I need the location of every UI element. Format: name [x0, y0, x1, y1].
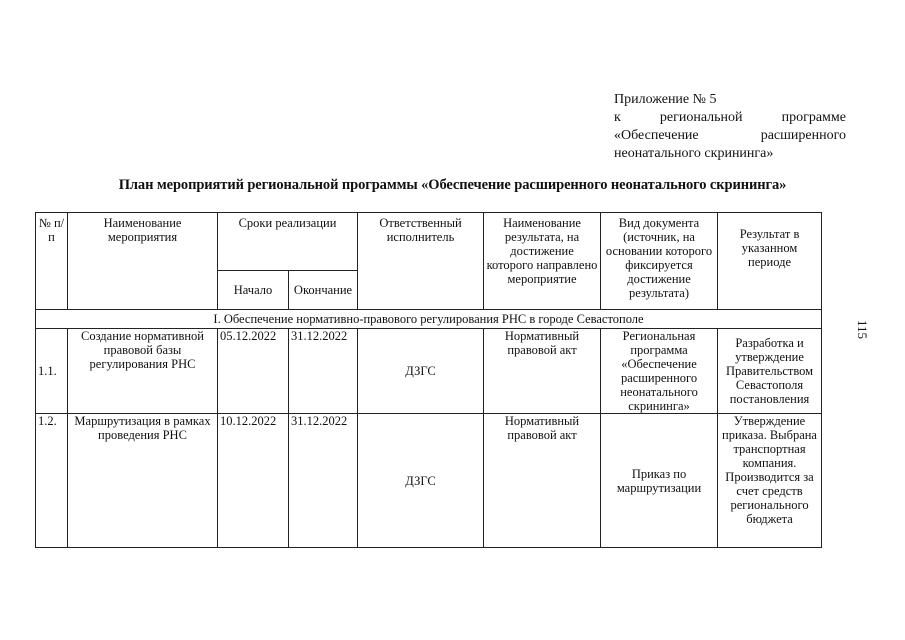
page-number: 115 — [855, 320, 870, 340]
document-title: План мероприятий региональной программы «Обеспечение расширенного неонатального скрининга» — [118, 177, 787, 193]
appendix-line-2: к региональной программе — [614, 110, 846, 125]
row-end: 31.12.2022 — [289, 414, 358, 548]
header-start: Начало — [218, 271, 289, 310]
row-start: 05.12.2022 — [218, 329, 289, 414]
table-row — [36, 414, 822, 548]
header-terms: Сроки реализации — [218, 213, 358, 271]
row-name: Маршрутизация в рамках проведения РНС — [68, 414, 218, 548]
section-title: I. Обеспечение нормативно-правового регулирования РНС в городе Севастополе — [36, 310, 822, 329]
row-responsible: ДЗГС — [358, 329, 484, 414]
row-doc-type: Региональная программа «Обеспечение расширенного неонатального скрининга» — [601, 329, 718, 414]
header-doc-type: Вид документа (источник, на основании которого фиксируется достижение результата) — [601, 213, 718, 310]
header-result-name: Наименование результата, на достижение которого направлено мероприятие — [484, 213, 601, 310]
row-result-name: Нормативный правовой акт — [484, 414, 601, 548]
row-doc-type: Приказ по маршрутизации — [601, 414, 718, 548]
row-name: Создание нормативной правовой базы регулирования РНС — [68, 329, 218, 414]
appendix-line-3: «Обеспечение расширенного — [614, 128, 846, 143]
row-responsible: ДЗГС — [358, 414, 484, 548]
row-result-name: Нормативный правовой акт — [484, 329, 601, 414]
section-row — [36, 310, 822, 329]
table-row — [36, 329, 822, 414]
row-result: Разработка и утверждение Правительством Севастополя постановления — [718, 329, 822, 414]
row-num: 1.2. — [36, 414, 68, 548]
appendix-block — [614, 91, 846, 163]
row-end: 31.12.2022 — [289, 329, 358, 414]
appendix-line-4: неонатального скрининга» — [614, 146, 774, 161]
header-responsible: Ответственный исполнитель — [358, 213, 484, 310]
header-end: Окончание — [289, 271, 358, 310]
header-num: № п/п — [36, 213, 68, 310]
row-num: 1.1. — [36, 329, 68, 414]
header-name: Наименование мероприятия — [68, 213, 218, 310]
appendix-line-1: Приложение № 5 — [614, 92, 717, 107]
header-row — [36, 213, 822, 271]
row-start: 10.12.2022 — [218, 414, 289, 548]
events-plan-table — [35, 212, 822, 548]
row-result: Утверждение приказа. Выбрана транспортная компания. Производится за счет средств регионального бюджета — [718, 414, 822, 548]
header-result: Результат в указанном периоде — [718, 213, 822, 310]
